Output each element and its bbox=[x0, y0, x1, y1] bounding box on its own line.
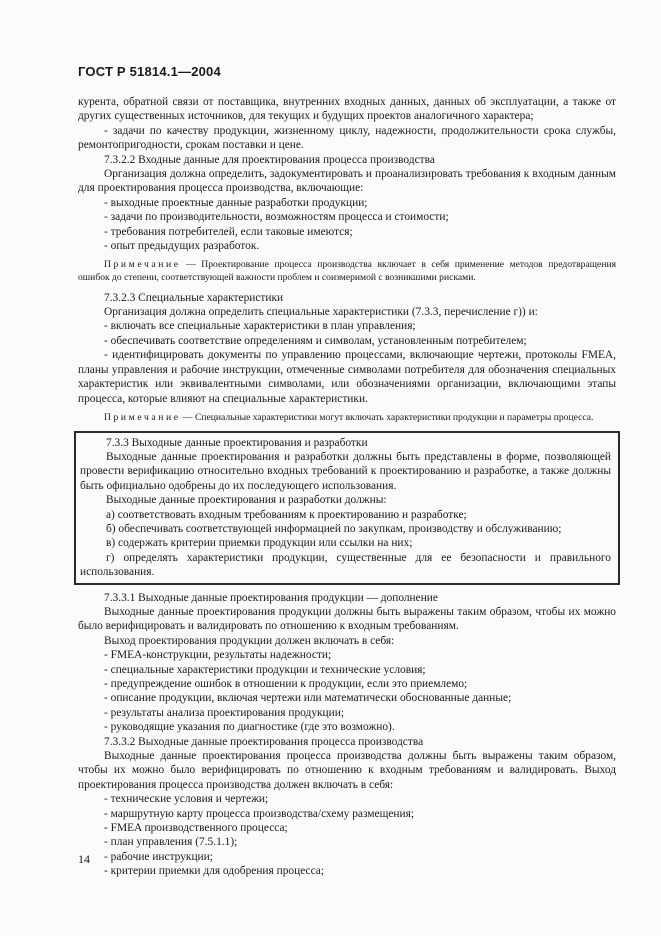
paragraph: Выходные данные проектирования процесса производства должны быть выражены таким образом, чтобы их можно было верифицировать по отношению к входным требованиям и валидировать. Выход проектирования процесса производства должен включать в себя: bbox=[78, 750, 616, 791]
list-item: - включать все специальные характеристики в план управления; bbox=[104, 320, 416, 333]
list-item: - технические условия и чертежи; bbox=[104, 793, 269, 806]
note bbox=[78, 412, 616, 425]
section-heading-7-3-3-2: 7.3.3.2 Выходные данные проектирования процесса производства bbox=[104, 735, 424, 748]
list-item: - описание продукции, включая чертежи или математически обоснованные данные; bbox=[104, 692, 512, 705]
list-item: - руководящие указания по диагностике (где это возможно). bbox=[104, 721, 395, 734]
list-item: - опыт предыдущих разработок. bbox=[104, 240, 260, 253]
list-item: - FMEA производственного процесса; bbox=[104, 822, 288, 835]
list-item: а) соответствовать входным требованиям к проектированию и разработке; bbox=[106, 508, 467, 521]
section-heading-7-3-2-2: 7.3.2.2 Входные данные для проектирования процесса производства bbox=[104, 153, 435, 166]
page-number: 14 bbox=[78, 852, 90, 866]
note-text: — Проектирование процесса производства включает в себя применение методов предотвращения ошибок до степени, соответствующей важности проблем и соизмеримой с возникшими рисками. bbox=[78, 259, 616, 284]
list-item: - рабочие инструкции; bbox=[104, 850, 213, 863]
paragraph: Выход проектирования продукции должен включать в себя: bbox=[104, 634, 395, 647]
list-item: - результаты анализа проектирования продукции; bbox=[104, 706, 345, 719]
page-content bbox=[78, 95, 616, 879]
list-item: - критерии приемки для одобрения процесса; bbox=[104, 865, 325, 878]
list-item: - идентифицировать документы по управлению процессами, включающие чертежи, протоколы FMEA, планы управления и рабочие инструкции, отмеченные символами потребителя для обозначения специальных характеристик или эквивалентными символами, или обозначениями организации, включающими этапы процесса, которые влияют на специальные характеристики. bbox=[78, 349, 616, 405]
boxed-section-7-3-3 bbox=[74, 431, 620, 585]
list-item: в) содержать критерии приемки продукции или ссылки на них; bbox=[106, 537, 413, 550]
paragraph: Организация должна определить, задокументировать и проанализировать требования к входным данным для проектирования процесса производства, включающие: bbox=[78, 168, 616, 195]
list-item: - выходные проектные данные разработки продукции; bbox=[104, 196, 368, 209]
list-item: б) обеспечивать соответствующей информацией по закупкам, производству и обслуживанию; bbox=[106, 522, 562, 535]
note bbox=[78, 259, 616, 284]
paragraph: Выходные данные проектирования и разработки должны быть представлены в форме, позволяющей провести верификацию относительно входных требований к проектированию и разработке, а также должны быть официально одобрены до их последующего использования. bbox=[80, 450, 611, 492]
list-item: - предупреждение ошибок в отношении к продукции, если это приемлемо; bbox=[104, 678, 468, 690]
list-item: г) определять характеристики продукции, существенные для ее безопасности и правильного использования. bbox=[80, 551, 611, 579]
list-item: - задачи по качеству продукции, жизненному циклу, надежности, продолжительности срока службы, ремонтопригодности, срокам поставки и цене. bbox=[78, 124, 616, 152]
paragraph: Выходные данные проектирования и разработки должны: bbox=[106, 494, 387, 507]
section-heading-7-3-3-1: 7.3.3.1 Выходные данные проектирования продукции — дополнение bbox=[104, 591, 438, 604]
paragraph: Выходные данные проектирования продукции должны быть выражены таким образом, чтобы их можно было верифицировать и валидировать по отношению к входным требованиям. bbox=[78, 605, 616, 633]
list-item: - FMEA-конструкции, результаты надежности; bbox=[104, 649, 332, 662]
note-label: Примечание bbox=[104, 259, 181, 271]
list-item: - специальные характеристики продукции и технические условия; bbox=[104, 663, 426, 676]
paragraph: Организация должна определить специальные характеристики (7.3.3, перечисление г)) и: bbox=[104, 306, 538, 319]
document-header: ГОСТ Р 51814.1—2004 bbox=[78, 64, 221, 79]
list-item: - маршрутную карту процесса производства/схему размещения; bbox=[104, 807, 414, 820]
list-item: - план управления (7.5.1.1); bbox=[104, 836, 238, 849]
list-item: - задачи по производительности, возможностям процесса и стоимости; bbox=[104, 211, 449, 224]
list-item: - обеспечивать соответствие определениям и символам, установленным потребителем; bbox=[104, 334, 527, 347]
section-heading-7-3-2-3: 7.3.2.3 Специальные характеристики bbox=[104, 291, 284, 304]
note-label: Примечание bbox=[104, 411, 181, 423]
list-item: - требования потребителей, если таковые имеются; bbox=[104, 225, 353, 238]
continuation-text: курента, обратной связи от поставщика, внутренних входных данных, данных об эксплуатации, а также от других существенных источников, для текущих и будущих проектов аналогичного характера; bbox=[78, 96, 616, 123]
note-text: — Специальные характеристики могут включать характеристики продукции и параметры процесса. bbox=[180, 411, 594, 423]
section-heading-7-3-3: 7.3.3 Выходные данные проектирования и разработки bbox=[106, 436, 368, 449]
